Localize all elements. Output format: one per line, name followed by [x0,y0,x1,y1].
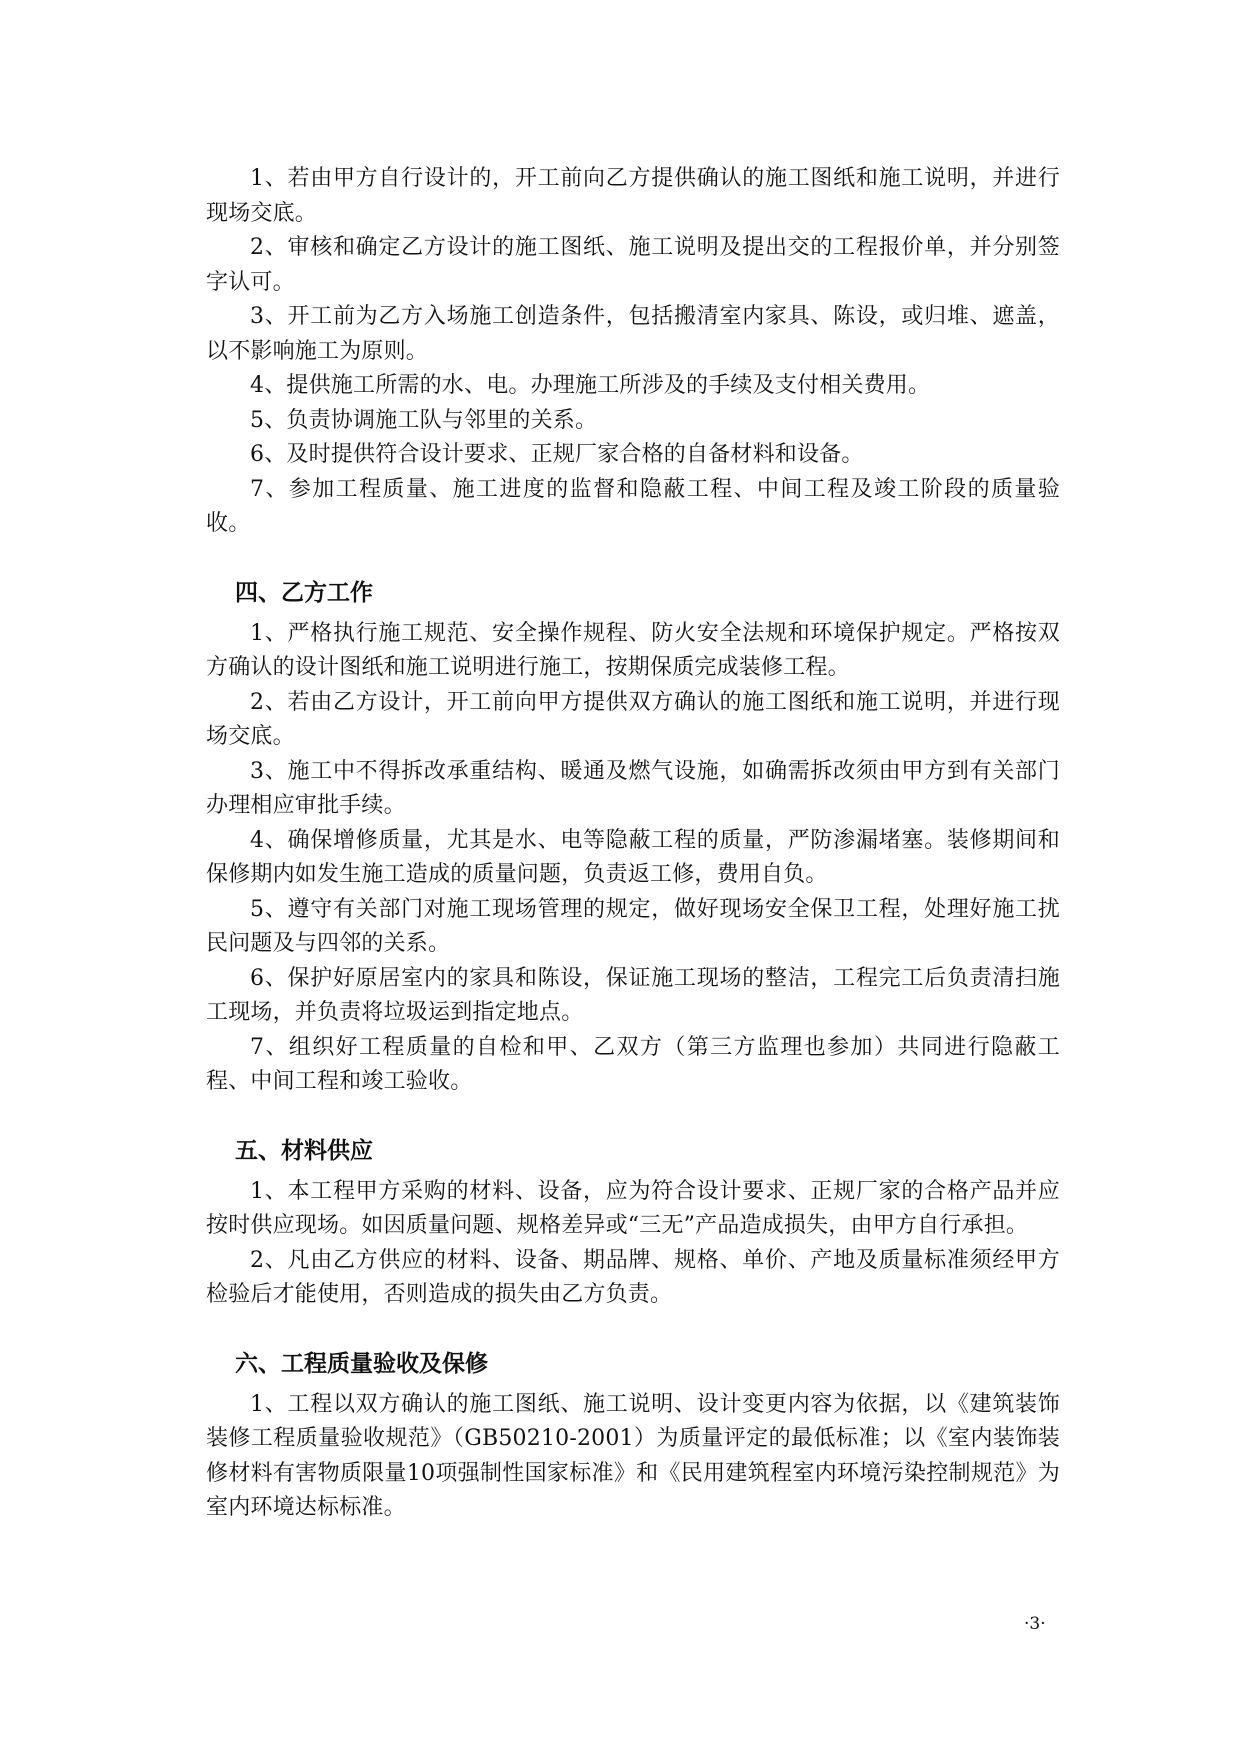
paragraph: 4、提供施工所需的水、电。办理施工所涉及的手续及支付相关费用。 [250,373,931,398]
paragraph: 7、组织好工程质量的自检和甲、乙双方（第三方监理也参加）共同进行隐蔽工程、中间工程和竣工验收。 [206,1034,1060,1094]
paragraph: 7、参加工程质量、施工进度的监督和隐蔽工程、中间工程及竣工阶段的质量验收。 [206,476,1060,536]
paragraph: 1、若由甲方自行设计的，开工前向乙方提供确认的施工图纸和施工说明，并进行现场交底。 [206,166,1060,226]
paragraph: 5、遵守有关部门对施工现场管理的规定，做好现场安全保卫工程，处理好施工扰民问题及与四邻的关系。 [206,896,1060,956]
section-heading: 六、工程质量验收及保修 [235,1350,488,1377]
paragraph: 2、凡由乙方供应的材料、设备、期品牌、规格、单价、产地及质量标准须经甲方检验后才能使用，否则造成的损失由乙方负责。 [206,1247,1060,1307]
paragraph: 3、开工前为乙方入场施工创造条件，包括搬清室内家具、陈设，或归堆、遮盖，以不影响施工为原则。 [206,304,1060,364]
document-body [206,162,1060,1526]
page-number: ·3· [1024,1614,1046,1634]
paragraph: 2、若由乙方设计，开工前向甲方提供双方确认的施工图纸和施工说明，并进行现场交底。 [206,689,1060,749]
paragraph: 4、确保增修质量，尤其是水、电等隐蔽工程的质量，严防渗漏堵塞。装修期间和保修期内如发生施工造成的质量问题，负责返工修，费用自负。 [206,827,1060,887]
paragraph: 1、工程以双方确认的施工图纸、施工说明、设计变更内容为依据，以《建筑装饰装修工程质量验收规范》（GB50210-2001）为质量评定的最低标准；以《室内装饰装修材料有害物质限量10项强制性国家标准》和《民用建筑程室内环境污染控制规范》为室内环境达标标准。 [206,1391,1060,1520]
section-heading: 四、乙方工作 [235,579,373,606]
paragraph: 6、保护好原居室内的家具和陈设，保证施工现场的整洁，工程完工后负责清扫施工现场，并负责将垃圾运到指定地点。 [206,965,1060,1025]
paragraph: 2、审核和确定乙方设计的施工图纸、施工说明及提出交的工程报价单，并分别签字认可。 [206,235,1060,295]
paragraph: 1、本工程甲方采购的材料、设备，应为符合设计要求、正规厂家的合格产品并应按时供应现场。如因质量问题、规格差异或“三无”产品造成损失，由甲方自行承担。 [206,1178,1060,1238]
paragraph: 3、施工中不得拆改承重结构、暖通及燃气设施，如确需拆改须由甲方到有关部门办理相应审批手续。 [206,758,1060,818]
section-heading: 五、材料供应 [235,1137,373,1164]
section-quality-acceptance [206,1347,1060,1526]
section-material-supply [206,1134,1060,1313]
paragraph: 1、严格执行施工规范、安全操作规程、防火安全法规和环境保护规定。严格按双方确认的设计图纸和施工说明进行施工，按期保质完成装修工程。 [206,620,1060,680]
section-party-b-duties [206,576,1060,1100]
section-party-a-duties [206,162,1060,542]
paragraph: 6、及时提供符合设计要求、正规厂家合格的自备材料和设备。 [250,442,864,467]
paragraph: 5、负责协调施工队与邻里的关系。 [250,407,598,433]
